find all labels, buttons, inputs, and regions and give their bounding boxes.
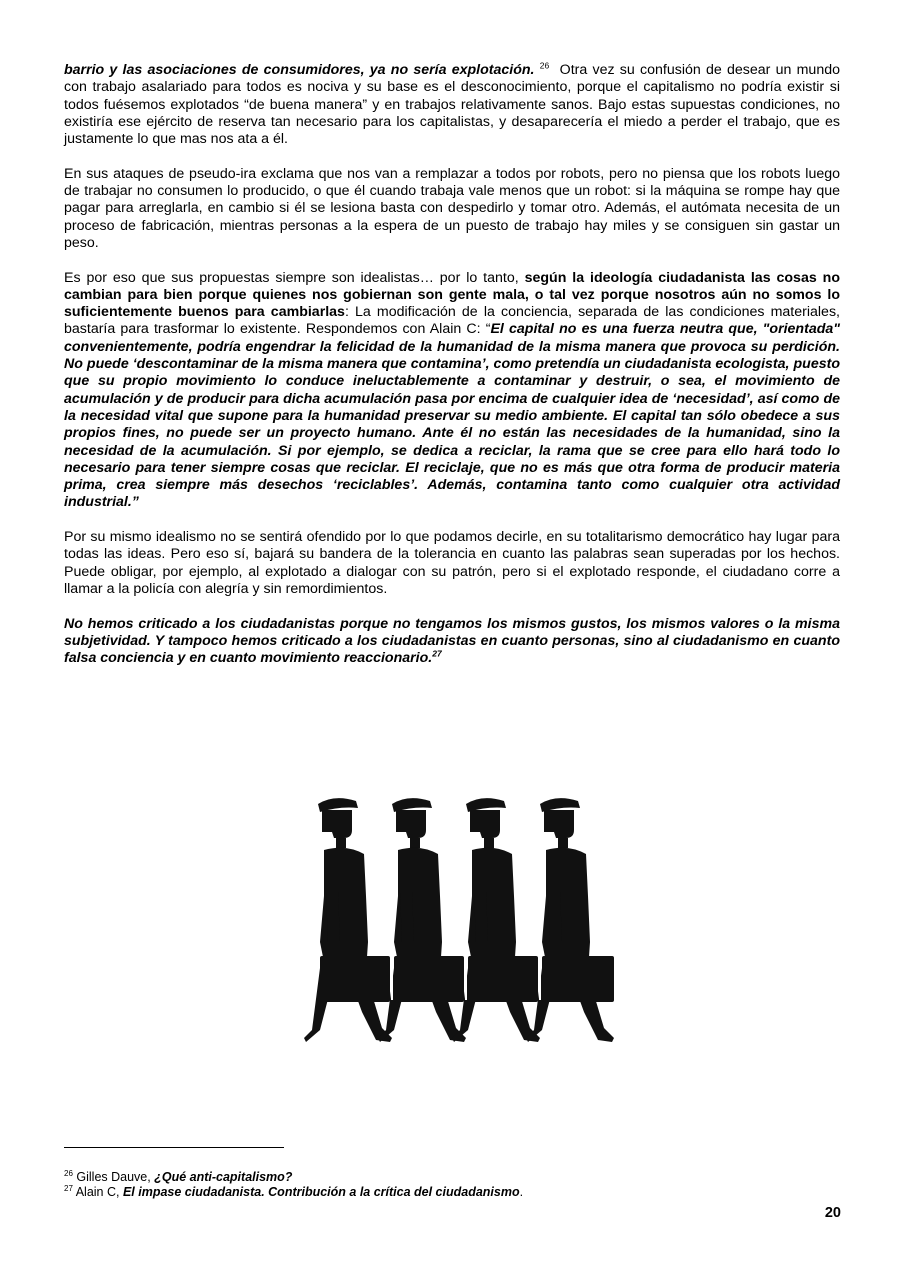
paragraph-1 (64, 62, 840, 148)
bold-text: según la ideología ciudadanista las cosas no cambian para bien porque quienes nos gobiernan son gente mala, o tal vez porque nosotros aún no somos lo suficientemente buenos para cambiarlas (64, 269, 840, 321)
paragraph-4 (64, 529, 840, 598)
body-text: Por su mismo idealismo no se sentirá ofendido por lo que podamos decirle, en su totalitarismo democrático hay lugar para todas las ideas. Pero eso sí, bajará su bandera de la tolerancia en cuanto las palabras sean superadas por los hechos. Puede obligar, por ejemplo, al explotado a dialogar con su patrón, pero si el explotado responde, el ciudadano corre a llamar a la policía con alegría y sin remordimientos. (64, 529, 840, 597)
footnote-end: . (519, 1185, 524, 1199)
emphasis-text: barrio y las asociaciones de consumidores, ya no sería explotación. (64, 62, 535, 78)
body-text: : La modificación de la conciencia, separada de las condiciones materiales, bastaría para trasformar lo existente. Respondemos con Alain C: “ (64, 304, 840, 338)
marching-workers-illustration (284, 792, 620, 1054)
footnote-ref[interactable]: 26 (539, 60, 550, 71)
body-text: Es por eso que sus propuestas siempre son idealistas… por lo tanto, (64, 269, 519, 286)
page-number: 20 (824, 1205, 841, 1221)
footnote-title: El impase ciudadanista. Contribución a la crítica del ciudadanismo (122, 1185, 520, 1199)
footnote-27 (64, 1185, 840, 1200)
paragraph-3 (64, 270, 840, 512)
footnote-number: 27 (64, 1183, 73, 1193)
footnotes (64, 1170, 840, 1200)
body-text: En sus ataques de pseudo-ira exclama que nos van a remplazar a todos por robots, pero no piensa que los robots luego de trabajar no consumen lo producido, o que él cuando trabaja vale menos que un robot: si la máquina se rompe hay que pagar para arreglarla, en cambio si él se lesiona basta con despedirlo y tomar otro. Además, el autómata necesita de un proceso de fabricación, mientras personas a la espera de un puesto de trabajo hay miles y se consiguen sin gastar un peso. (64, 165, 840, 251)
emphasis-text: No hemos criticado a los ciudadanistas porque no tengamos los mismos gustos, los mismos valores o la misma subjetividad. Y tampoco hemos criticado a los ciudadanistas en cuanto personas, sino al ciudadanismo en cuanto falsa conciencia y en cuanto movimiento reaccionario. (64, 615, 840, 667)
footnote-author: Gilles Dauve, (76, 1170, 151, 1184)
paragraph-5 (64, 616, 840, 668)
footnote-26 (64, 1170, 840, 1185)
body-text: Otra vez su confusión de desear un mundo con trabajo asalariado para todos es nociva y su base es el desconocimiento, porque el capitalismo no podría existir si todos fuésemos explotados “de buena manera” y en trabajos relativamente sanos. Bajo estas supuestas condiciones, no existiría ese ejército de reserva tan necesario para los capitalistas, y desaparecería el miedo a perder el trabajo, que es justamente lo que mas nos ata a él. (64, 62, 840, 148)
footnote-separator (64, 1147, 284, 1148)
four-marching-workers-icon (284, 792, 620, 1054)
document-body (64, 62, 840, 685)
footnote-title: ¿Qué anti-capitalismo? (154, 1170, 293, 1184)
footnote-ref[interactable]: 27 (432, 648, 442, 659)
quotation: El capital no es una fuerza neutra que, "orientada" convenientemente, podría engendrar la felicidad de la humanidad de la misma manera que provoca su perdición. No puede ‘descontaminar de la misma manera que contamina’, como pretendía un ciudadanista ecologista, puesto que su propio movimiento lo conduce ineluctablemente a contaminar y destruir, o sea, el movimiento de acumulación y de producir para dicha acumulación pasa por encima de cualquier idea de ‘necesidad’, así como de la necesidad vital que supone para la humanidad preservar su medio ambiente. El capital tan sólo obedece a sus propios fines, no puede ser un proyecto humano. Ante él no están las necesidades de la humanidad, sino la necesidad de la acumulación. Si por ejemplo, se dedica a reciclar, la rama que se cree para ello hará todo lo necesario para tener siempre cosas que reciclar. El reciclaje, que no es más que otra forma de producir materia prima, crea siempre más desechos ‘reciclables’. Además, contamina tanto como cualquier otra actividad industrial.” (64, 321, 840, 511)
footnote-number: 26 (64, 1168, 73, 1178)
footnote-author: Alain C, (75, 1185, 120, 1199)
paragraph-2 (64, 166, 840, 252)
